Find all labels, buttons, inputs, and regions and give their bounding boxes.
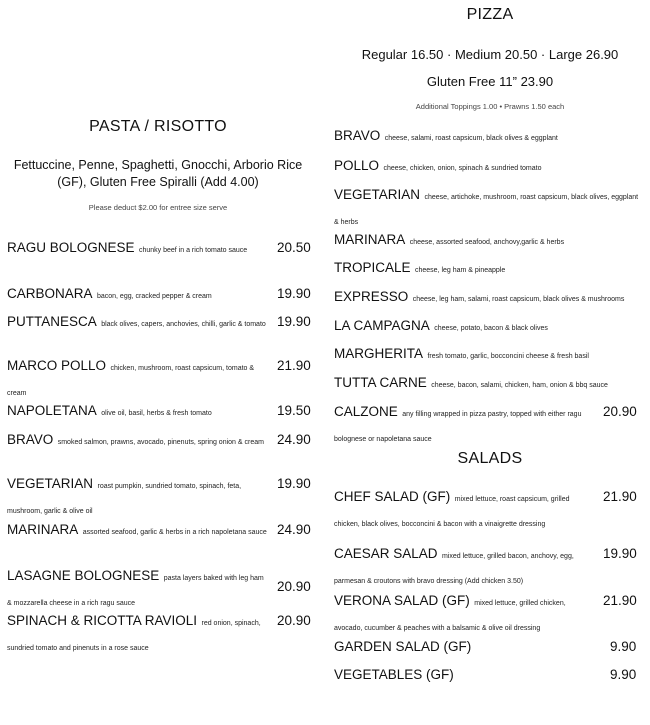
item-name: MARINARA	[7, 522, 79, 537]
pasta-note: Please deduct $2.00 for entree size serve	[88, 203, 228, 212]
item-price: 19.50	[277, 403, 311, 418]
item-name: CALZONE	[334, 404, 398, 419]
item-desc: cheese, potato, bacon & black olives	[434, 325, 548, 332]
item-desc: mixed lettuce, grilled bacon, anchovy, egg, parmesan & croutons with bravo dressing (Add chicken 3.50)	[334, 553, 574, 585]
item-name: LASAGNE BOLOGNESE	[7, 568, 160, 583]
item-desc: chunky beef in a rich tomato sauce	[139, 247, 248, 254]
item-name: MARINARA	[334, 232, 406, 247]
item-price: 9.90	[610, 667, 637, 682]
item-price: 21.90	[603, 593, 637, 608]
item-name: EXPRESSO	[334, 289, 409, 304]
pizza-item	[334, 401, 596, 451]
pasta-item	[7, 429, 269, 454]
salad-item	[334, 664, 596, 686]
pasta-item	[7, 519, 269, 544]
pizza-item	[334, 315, 644, 340]
pizza-item	[334, 286, 644, 311]
pizza-item	[334, 125, 644, 150]
item-price: 24.90	[277, 522, 311, 537]
item-desc: cheese, artichoke, mushroom, roast capsicum, black olives, eggplant & herbs	[334, 194, 639, 226]
item-desc: cheese, leg ham, salami, roast capsicum, black olives & mushrooms	[412, 296, 625, 303]
item-name: LA CAMPAGNA	[334, 318, 430, 333]
item-name: VERONA SALAD (GF)	[334, 593, 470, 608]
pizza-sizes: Regular 16.50 · Medium 20.50 · Large 26.90	[361, 47, 619, 62]
item-name: CARBONARA	[7, 286, 93, 301]
item-desc: cheese, leg ham & pineapple	[414, 267, 506, 274]
pizza-item	[334, 343, 644, 368]
item-price: 20.90	[277, 613, 311, 628]
pasta-item	[7, 473, 269, 523]
item-name: VEGETABLES (GF)	[334, 667, 454, 682]
item-desc: mixed lettuce, roast capsicum, grilled chicken, black olives, bocconcini & bacon with a vinaigrette dressing	[334, 496, 570, 528]
pasta-item	[7, 237, 269, 262]
item-price: 20.90	[277, 579, 311, 594]
pasta-item	[7, 400, 269, 425]
pasta-item	[7, 610, 269, 660]
salad-item	[334, 590, 596, 640]
item-name: TROPICALE	[334, 260, 411, 275]
item-price: 20.50	[277, 240, 311, 255]
item-desc: fresh tomato, garlic, bocconcini cheese & fresh basil	[427, 353, 589, 360]
item-desc: cheese, chicken, onion, spinach & sundried tomato	[383, 165, 542, 172]
item-desc: red onion, spinach, sundried tomato and pinenuts in a rose sauce	[7, 620, 261, 652]
item-desc: smoked salmon, prawns, avocado, pinenuts, spring onion & cream	[57, 439, 264, 446]
pasta-options: Fettuccine, Penne, Spaghetti, Gnocchi, Arborio Rice (GF), Gluten Free Spiralli (Add 4.00)	[13, 158, 303, 189]
salad-item	[334, 543, 596, 593]
item-name: MARGHERITA	[334, 346, 424, 361]
item-desc: pasta layers baked with leg ham & mozzarella cheese in a rich ragu sauce	[7, 575, 264, 607]
pizza-toppings-note: Additional Toppings 1.00 • Prawns 1.50 each	[415, 102, 565, 111]
item-price: 19.90	[277, 314, 311, 329]
item-name: VEGETARIAN	[7, 476, 94, 491]
salad-item	[334, 636, 596, 658]
item-name: CHEF SALAD (GF)	[334, 489, 451, 504]
salads-heading: SALADS	[457, 450, 523, 467]
pasta-heading: PASTA / RISOTTO	[89, 118, 227, 135]
item-desc: any filling wrapped in pizza pastry, topped with either ragu bolognese or napoletana sauce	[334, 411, 582, 443]
item-name: CAESAR SALAD	[334, 546, 438, 561]
salad-item	[334, 486, 596, 536]
item-name: VEGETARIAN	[334, 187, 421, 202]
item-desc: cheese, salami, roast capsicum, black olives & eggplant	[384, 135, 558, 142]
item-price: 21.90	[603, 489, 637, 504]
pasta-item	[7, 355, 269, 405]
pasta-item	[7, 565, 269, 615]
item-name: GARDEN SALAD (GF)	[334, 639, 472, 654]
item-desc: olive oil, basil, herbs & fresh tomato	[101, 410, 212, 417]
item-name: MARCO POLLO	[7, 358, 107, 373]
item-desc: assorted seafood, garlic & herbs in a rich napoletana sauce	[82, 529, 267, 536]
item-desc: chicken, mushroom, roast capsicum, tomato & cream	[7, 365, 255, 397]
item-price: 9.90	[610, 639, 637, 654]
item-name: POLLO	[334, 158, 380, 173]
item-desc: cheese, assorted seafood, anchovy,garlic & herbs	[409, 239, 565, 246]
pasta-item	[7, 283, 269, 308]
item-name: NAPOLETANA	[7, 403, 97, 418]
item-desc: bacon, egg, cracked pepper & cream	[96, 293, 212, 300]
item-price: 21.90	[277, 358, 311, 373]
item-price: 19.90	[277, 476, 311, 491]
pizza-item	[334, 184, 644, 234]
item-desc: roast pumpkin, sundried tomato, spinach, feta, mushroom, garlic & olive oil	[7, 483, 242, 515]
pasta-item	[7, 311, 269, 336]
pizza-heading: PIZZA	[466, 6, 514, 23]
item-price: 19.90	[277, 286, 311, 301]
pizza-item	[334, 229, 644, 254]
item-price: 24.90	[277, 432, 311, 447]
item-price: 19.90	[603, 546, 637, 561]
item-name: SPINACH & RICOTTA RAVIOLI	[7, 613, 198, 628]
item-desc: cheese, bacon, salami, chicken, ham, onion & bbq sauce	[431, 382, 608, 389]
item-name: RAGU BOLOGNESE	[7, 240, 135, 255]
item-name: TUTTA CARNE	[334, 375, 427, 390]
pizza-item	[334, 155, 644, 180]
pizza-item	[334, 372, 644, 397]
item-name: BRAVO	[7, 432, 54, 447]
pizza-gluten-free: Gluten Free 11” 23.90	[426, 74, 554, 89]
item-desc: mixed lettuce, grilled chicken, avocado, cucumber & peaches with a balsamic & olive oil dressing	[334, 600, 566, 632]
item-name: PUTTANESCA	[7, 314, 97, 329]
item-name: BRAVO	[334, 128, 381, 143]
pizza-item	[334, 257, 644, 282]
item-desc: black olives, capers, anchovies, chilli, garlic & tomato	[101, 321, 266, 328]
item-price: 20.90	[603, 404, 637, 419]
